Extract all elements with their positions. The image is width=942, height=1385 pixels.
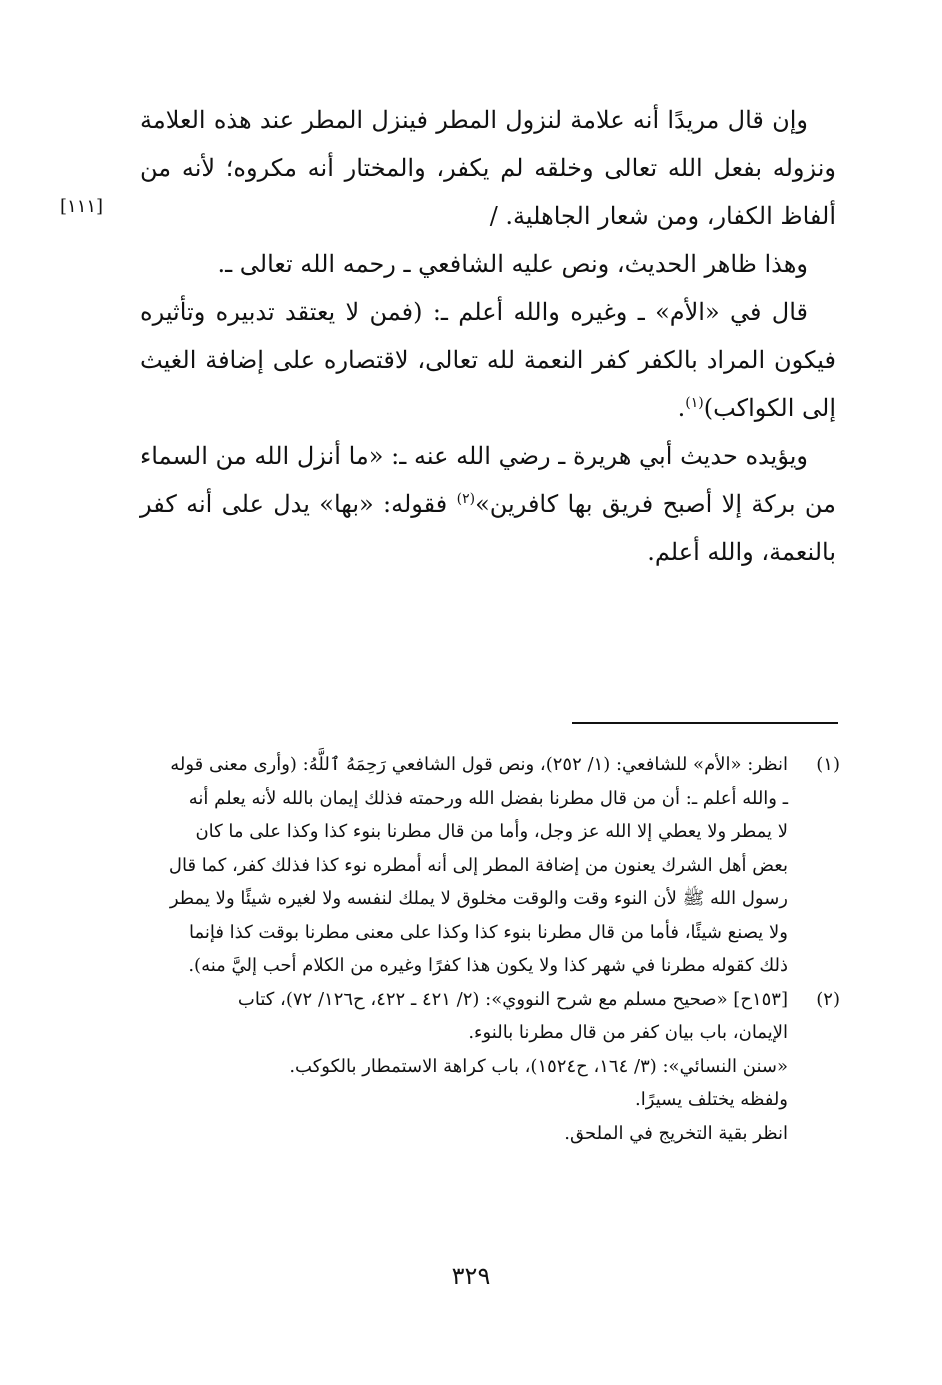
footnote-line: ذلك كقوله مطرنا في شهر كذا ولا يكون هذا كفرًا وغيره من الكلام أحب إليَّ منه). [188, 955, 788, 976]
footnote-separator [572, 722, 838, 724]
main-text-body [140, 96, 836, 576]
paragraph-4 [140, 432, 836, 576]
footnote-number: (٢) [816, 988, 840, 1010]
paragraph-2: وهذا ظاهر الحديث، ونص عليه الشافعي ـ رحمه الله تعالى ـ. [217, 250, 808, 278]
paragraph-3 [140, 288, 836, 432]
footnote-line: بعض أهل الشرك يعنون من إضافة المطر إلى أنه أمطره نوء كذا فذلك كفر، كما قال [168, 854, 788, 876]
footnotes-section [140, 748, 840, 1150]
footnote-body [140, 983, 788, 1151]
paragraph-3-end: . [677, 394, 686, 422]
footnote-line: الإيمان، باب بيان كفر من قال مطرنا بالنوء. [468, 1022, 788, 1043]
paragraph-3-text: قال في «الأم» ـ وغيره والله أعلم ـ: (فمن لا يعتقد تدبيره وتأثيره فيكون المراد بالكفر كفر النعمة لله تعالى، لاقتصاره على إضافة الغيث إلى الكواكب) [140, 298, 836, 422]
manuscript-folio-marker: [١١١] [60, 196, 104, 217]
page-number: ٣٢٩ [451, 1262, 491, 1290]
footnote-subline: انظر بقية التخريج في الملحق. [564, 1122, 788, 1144]
footnote-subline: ولفظه يختلف يسيرًا. [635, 1089, 788, 1110]
footnote-line: ولا يصنع شيئًا، فأما من قال مطرنا بنوء كذا وكذا على معنى مطرنا بوقت كذا فإنما [188, 921, 788, 943]
footnote-line: انظر: «الأم» للشافعي: (١/ ٢٥٢)، ونص قول الشافعي رَحِمَهُ ٱللَّهُ: (وأرى معنى قوله [170, 754, 788, 775]
footnote-1 [140, 748, 840, 983]
footnote-body [140, 748, 788, 983]
footnote-ref-1[interactable]: (١) [685, 395, 704, 411]
footnote-number: (١) [816, 754, 840, 775]
footnote-line: [١٥٣ح] «صحيح مسلم مع شرح النووي»: (٢/ ٤٢١ ـ ٤٢٢، ح١٢٦/ ٧٢)، كتاب [237, 988, 788, 1010]
paragraph-4-continuation: فقوله: «بها» يدل على أنه كفر بالنعمة، والله أعلم. [140, 490, 836, 566]
footnote-2 [140, 983, 840, 1151]
footnote-line: ـ والله أعلم ـ: أن من قال مطرنا بفضل الله ورحمته فذلك إيمان بالله لأنه يعلم أنه [188, 787, 788, 809]
footnote-ref-2[interactable]: (٢) [456, 491, 476, 507]
footnote-subline: «سنن النسائي»: (٣/ ١٦٤، ح١٥٢٤)، باب كراهة الاستمطار بالكوكب. [289, 1055, 788, 1077]
paragraph-1: وإن قال مريدًا أنه علامة لنزول المطر فينزل المطر عند هذه العلامة ونزوله بفعل الله تعالى وخلقه لم يكفر، والمختار أنه مكروه؛ لأنه من ألفاظ الكفار، ومن شعار الجاهلية. / [140, 106, 836, 230]
paragraph-4-text: ويؤيده حديث أبي هريرة ـ رضي الله عنه ـ: «ما أنزل الله من السماء من بركة إلا أصبح فريق بها كافرين» [140, 442, 836, 518]
footnote-line: لا يمطر ولا يعطي إلا الله عز وجل، وأما من قال مطرنا بنوء كذا وكذا على ما كان [195, 821, 788, 842]
footnote-line: رسول الله ﷺ لأن النوء وقت والوقت مخلوق لا يملك لنفسه ولا لغيره شيئًا ولا يمطر [169, 888, 788, 909]
